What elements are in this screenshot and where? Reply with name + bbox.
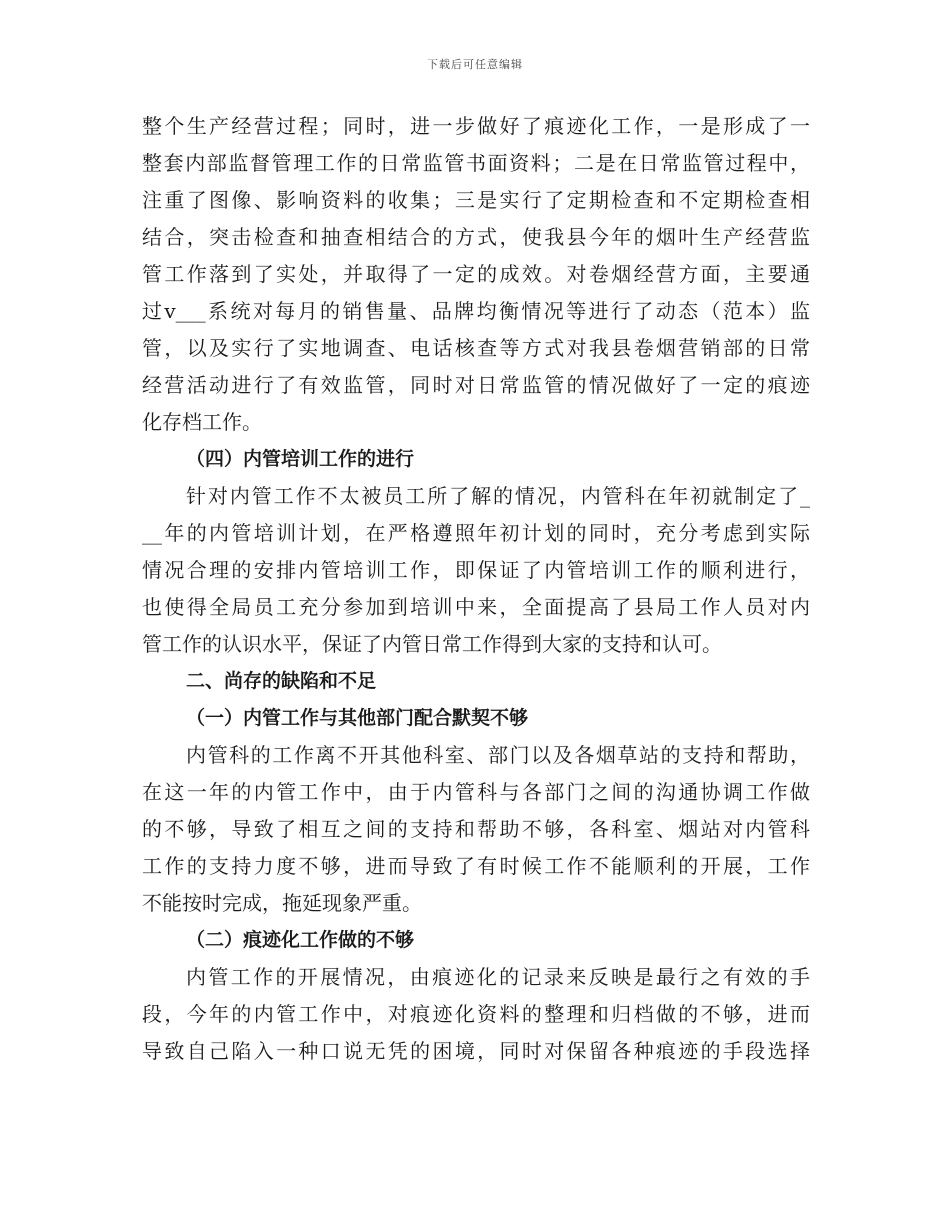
paragraph-line: 也使得全局员工充分参加到培训中来，全面提高了县局工作人员对内 <box>142 595 810 619</box>
paragraph-line: 结合，突击检查和抽查相结合的方式，使我县今年的烟叶生产经营监 <box>142 225 810 249</box>
paragraph-line: 管，以及实行了实地调查、电话核查等方式对我县卷烟营销部的日常 <box>142 336 810 360</box>
paragraph-line: 整套内部监督管理工作的日常监管书面资料；二是在日常监管过程中， <box>142 151 810 175</box>
paragraph-line: 针对内管工作不太被员工所了解的情况，内管科在年初就制定了_ <box>186 484 810 508</box>
paragraph-line: 不能按时完成，拖延现象严重。 <box>142 891 422 915</box>
paragraph-line: 管工作落到了实处，并取得了一定的成效。对卷烟经营方面，主要通 <box>142 262 810 286</box>
paragraph-line: 过v___系统对每月的销售量、品牌均衡情况等进行了动态（范本）监 <box>142 299 810 323</box>
section-subheading: （一）内管工作与其他部门配合默契不够 <box>186 707 529 729</box>
paragraph-line: 内管工作的开展情况，由痕迹化的记录来反映是最行之有效的手 <box>186 965 810 989</box>
paragraph-line: 经营活动进行了有效监管，同时对日常监管的情况做好了一定的痕迹 <box>142 373 810 397</box>
section-heading: 二、尚存的缺陷和不足 <box>186 670 377 692</box>
paragraph-line: 段，今年的内管工作中，对痕迹化资料的整理和归档做的不够，进而 <box>142 1002 810 1026</box>
paragraph-line: 情况合理的安排内管培训工作，即保证了内管培训工作的顺利进行， <box>142 558 810 582</box>
paragraph-line: __年的内管培训计划，在严格遵照年初计划的同时，充分考虑到实际 <box>142 521 810 545</box>
paragraph-line: 化存档工作。 <box>142 410 262 434</box>
paragraph-line: 整个生产经营过程；同时，进一步做好了痕迹化工作，一是形成了一 <box>142 114 810 138</box>
page-header: 下载后可任意编辑 <box>427 58 523 71</box>
paragraph-line: 注重了图像、影响资料的收集；三是实行了定期检查和不定期检查相 <box>142 188 810 212</box>
paragraph-line: 的不够，导致了相互之间的支持和帮助不够，各科室、烟站对内管科 <box>142 817 810 841</box>
paragraph-line: 内管科的工作离不开其他科室、部门以及各烟草站的支持和帮助， <box>186 743 810 767</box>
section-subheading: （二）痕迹化工作做的不够 <box>186 929 415 951</box>
paragraph-line: 管工作的认识水平，保证了内管日常工作得到大家的支持和认可。 <box>142 632 722 656</box>
paragraph-line: 工作的支持力度不够，进而导致了有时候工作不能顺利的开展，工作 <box>142 854 810 878</box>
section-subheading: （四）内管培训工作的进行 <box>186 448 415 470</box>
document-body <box>142 108 810 1070</box>
paragraph-line: 在这一年的内管工作中，由于内管科与各部门之间的沟通协调工作做 <box>142 780 810 804</box>
paragraph-line: 导致自己陷入一种口说无凭的困境，同时对保留各种痕迹的手段选择 <box>142 1039 810 1063</box>
